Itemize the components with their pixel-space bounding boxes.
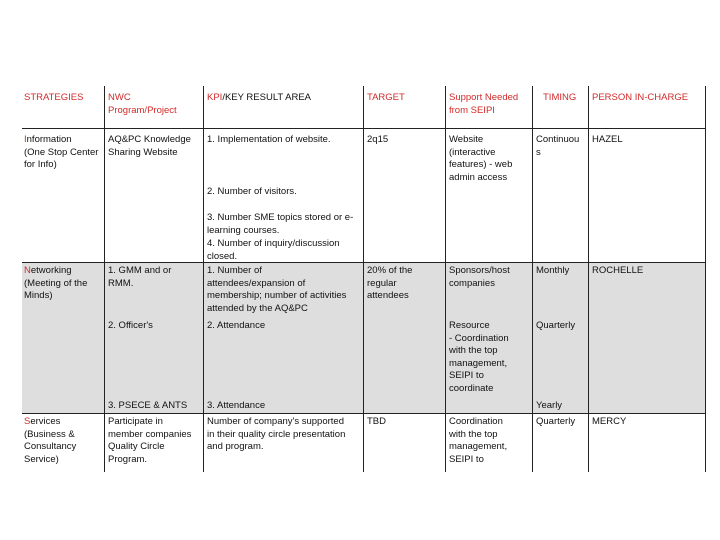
information-kpi-4: 4. Number of inquiry/discussion closed.	[207, 238, 340, 262]
networking-kpi-3: 3. Attendance	[207, 400, 266, 411]
networking-kpi-2: 2. Attendance	[207, 320, 266, 331]
information-target: 2q15	[367, 134, 389, 145]
services-kpi: Number of company's supported in their quality circle presentation and program.	[207, 416, 346, 453]
section-rule-services	[22, 413, 706, 414]
networking-timing-1: Monthly	[536, 265, 570, 276]
networking-target: 20% of the regular attendees	[367, 265, 413, 302]
header-kpi-rest: /KEY RESULT AREA	[222, 92, 312, 103]
networking-strategy	[24, 265, 87, 303]
column-rule	[588, 86, 589, 472]
column-rule	[104, 86, 105, 472]
information-kpi-1: 1. Implementation of website.	[207, 134, 331, 145]
networking-program-3: 3. PSECE & ANTS	[108, 400, 188, 411]
services-target: TBD	[367, 416, 386, 427]
services-timing: Quarterly	[536, 416, 576, 427]
services-support: Coordination with the top management, SEIPI to	[449, 416, 508, 465]
services-initial: S	[24, 416, 31, 427]
header-target: TARGET	[367, 92, 405, 103]
networking-kpi-1: 1. Number of attendees/expansion of membership; number of activities attended by the AQ&PC	[207, 265, 347, 314]
information-initial: I	[24, 134, 27, 145]
information-strategy-text: nformation (One Stop Center for Info)	[24, 134, 99, 171]
column-rule	[363, 86, 364, 472]
services-program: Participate in member companies Quality Circle Program.	[108, 416, 192, 465]
networking-support-1: Sponsors/host companies	[449, 265, 510, 289]
column-rule	[445, 86, 446, 472]
information-timing: Continuou s	[536, 134, 580, 158]
services-person: MERCY	[592, 416, 627, 427]
header-kpi-prefix: KPI	[207, 92, 223, 103]
column-rule	[203, 86, 204, 472]
header-kpi	[207, 92, 311, 105]
header-person-in-charge: PERSON IN-CHARGE	[592, 92, 689, 103]
networking-initial: N	[24, 265, 31, 276]
networking-timing-3: Yearly	[536, 400, 563, 411]
column-rule	[705, 86, 706, 472]
networking-timing-2: Quarterly	[536, 320, 576, 331]
information-program: AQ&PC Knowledge Sharing Website	[108, 134, 191, 158]
information-support: Website (interactive features) - web admin access	[449, 134, 513, 183]
networking-program-1: 1. GMM and or RMM.	[108, 265, 172, 289]
header-rule	[22, 128, 706, 129]
networking-program-2: 2. Officer's	[108, 320, 153, 331]
header-nwc-program: NWC Program/Project	[108, 92, 177, 116]
information-kpi-3: 3. Number SME topics stored or e- learning courses.	[207, 212, 354, 236]
networking-support-2: Resource - Coordination with the top management, SEIPI to coordinate	[449, 320, 509, 394]
information-strategy	[24, 134, 98, 172]
header-support: Support Needed from SEIPI	[449, 92, 519, 116]
information-person: HAZEL	[592, 134, 623, 145]
information-kpi-2: 2. Number of visitors.	[207, 186, 297, 197]
column-rule	[532, 86, 533, 472]
header-timing: TIMING	[543, 92, 577, 103]
services-strategy	[24, 416, 76, 466]
header-strategies: STRATEGIES	[24, 92, 84, 103]
section-rule-networking	[22, 262, 706, 263]
services-strategy-text: ervices (Business & Consultancy Service)	[24, 416, 77, 465]
networking-strategy-text: etworking (Meeting of the Minds)	[24, 265, 88, 302]
networking-person: ROCHELLE	[592, 265, 644, 276]
